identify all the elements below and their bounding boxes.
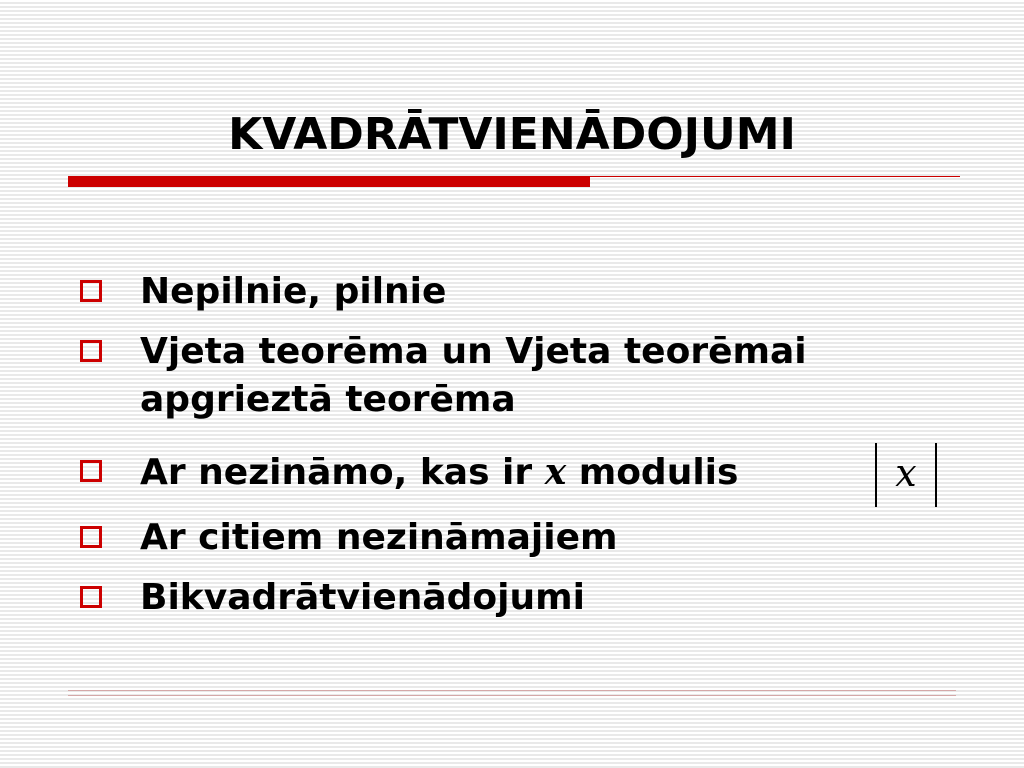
formula-variable-x: x xyxy=(895,451,917,495)
variable-x: x xyxy=(544,451,567,493)
bullet-text xyxy=(140,448,940,497)
bullet-text-after: modulis xyxy=(566,452,739,493)
bullet-text: Ar citiem nezināmajiem xyxy=(140,517,618,558)
footer-rule-bottom xyxy=(68,695,956,696)
bullet-text-before: Ar nezināmo, kas ir xyxy=(140,452,545,493)
bullet-text: Nepilnie, pilnie xyxy=(140,271,447,312)
bullet-text-line-2: apgrieztā teorēma xyxy=(140,379,516,420)
bullet-text-line-1: Vjeta teorēma un Vjeta teorēmai xyxy=(140,331,807,372)
footer-rule-top xyxy=(68,690,956,691)
absolute-value-formula xyxy=(871,440,941,510)
bullet-square-icon xyxy=(80,280,102,302)
abs-bar-right xyxy=(935,443,937,507)
slide-title: KVADRĀTVIENĀDOJUMI xyxy=(228,109,796,160)
bullet-square-icon xyxy=(80,460,102,482)
bullet-square-icon xyxy=(80,340,102,362)
bullet-square-icon xyxy=(80,526,102,548)
bullet-text: Bikvadrātvienādojumi xyxy=(140,577,585,618)
bullet-square-icon xyxy=(80,586,102,608)
